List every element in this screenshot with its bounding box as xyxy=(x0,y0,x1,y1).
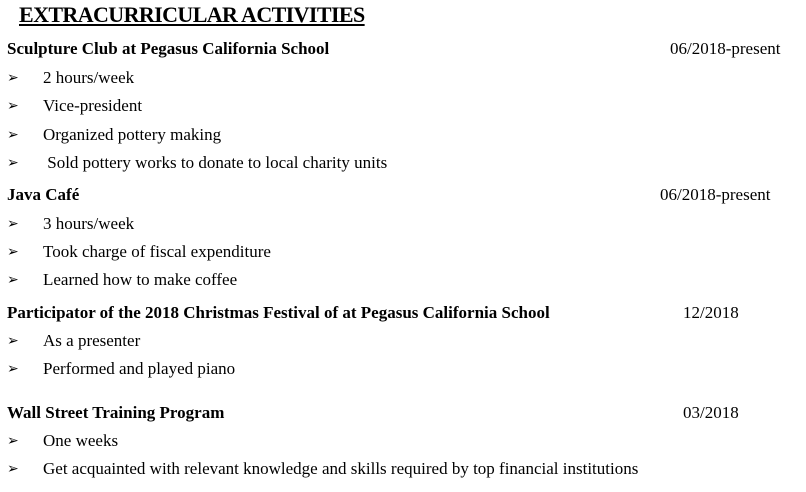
list-item-text: Learned how to make coffee xyxy=(43,270,238,289)
arrowhead-bullet-icon: ➢ xyxy=(7,98,19,114)
list-item xyxy=(7,152,787,174)
list-item-text: As a presenter xyxy=(43,331,141,350)
list-item-text: One weeks xyxy=(43,431,119,450)
list-item xyxy=(7,124,787,146)
list-item-text: Vice-president xyxy=(43,96,143,115)
arrowhead-bullet-icon: ➢ xyxy=(7,333,19,349)
list-item xyxy=(7,241,787,263)
list-item-text: Performed and played piano xyxy=(43,359,236,378)
list-item xyxy=(7,330,787,352)
arrowhead-bullet-icon: ➢ xyxy=(7,216,19,232)
section-title: EXTRACURRICULAR ACTIVITIES xyxy=(19,2,365,27)
list-item-text: 2 hours/week xyxy=(43,68,135,87)
list-item-text: Took charge of fiscal expenditure xyxy=(43,242,271,261)
activity-title: Wall Street Training Program xyxy=(7,403,225,422)
list-item xyxy=(7,95,787,117)
arrowhead-bullet-icon: ➢ xyxy=(7,70,19,86)
activity-date: 06/2018-present xyxy=(670,39,781,58)
list-item xyxy=(7,269,787,291)
arrowhead-bullet-icon: ➢ xyxy=(7,155,19,171)
arrowhead-bullet-icon: ➢ xyxy=(7,461,19,477)
list-item xyxy=(7,358,787,380)
activity-title: Sculpture Club at Pegasus California School xyxy=(7,39,330,58)
arrowhead-bullet-icon: ➢ xyxy=(7,272,19,288)
activity-date: 06/2018-present xyxy=(660,185,771,204)
list-item xyxy=(7,430,797,452)
arrowhead-bullet-icon: ➢ xyxy=(7,433,19,449)
activity-date: 03/2018 xyxy=(683,403,739,422)
list-item-text: Sold pottery works to donate to local charity units xyxy=(43,153,388,172)
list-item xyxy=(7,213,787,235)
arrowhead-bullet-icon: ➢ xyxy=(7,361,19,377)
list-item xyxy=(7,458,797,480)
list-item-text: Organized pottery making xyxy=(43,125,222,144)
arrowhead-bullet-icon: ➢ xyxy=(7,244,19,260)
activity-title: Java Café xyxy=(7,185,80,204)
list-item xyxy=(7,67,787,89)
list-item-text: Get acquainted with relevant knowledge and skills required by top financial institutions xyxy=(43,459,639,478)
activity-date: 12/2018 xyxy=(683,303,739,322)
arrowhead-bullet-icon: ➢ xyxy=(7,127,19,143)
list-item-text: 3 hours/week xyxy=(43,214,135,233)
activity-title: Participator of the 2018 Christmas Festival of at Pegasus California School xyxy=(7,303,550,322)
